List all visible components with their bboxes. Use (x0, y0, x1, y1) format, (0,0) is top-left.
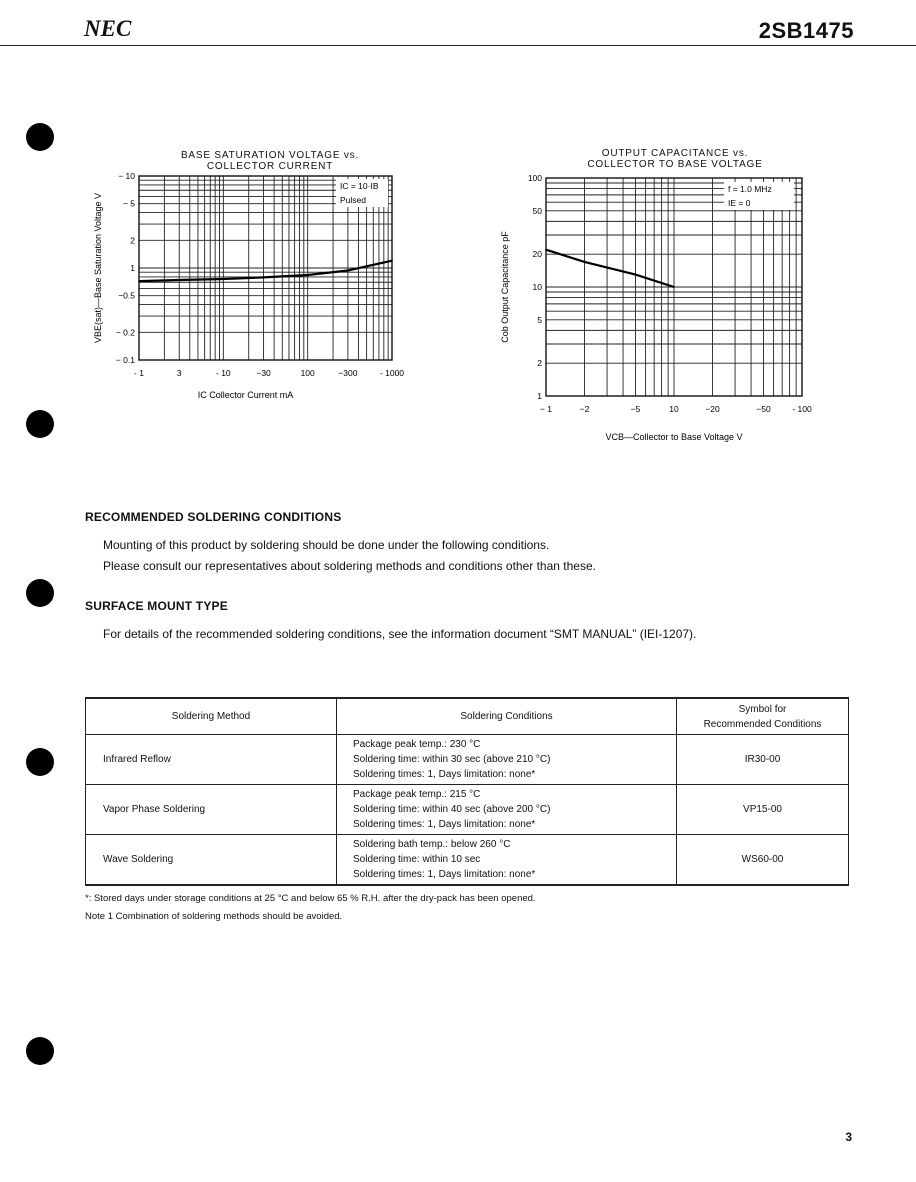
x-tick-label: −30 (256, 368, 271, 378)
x-tick-label: 3 (176, 368, 182, 378)
binder-hole (26, 579, 54, 607)
brand-logo: NEC (84, 16, 132, 41)
binder-hole (26, 748, 54, 776)
recommended-line2: Please consult our representatives about soldering methods and conditions other than these. (103, 559, 596, 573)
condition-line: Soldering times: 1, Days limitation: none* (353, 819, 536, 830)
annotation-text: Pulsed (340, 195, 366, 205)
y-tick-label: 50 (532, 205, 542, 216)
soldering-table (85, 697, 849, 886)
condition-line: Soldering time: within 40 sec (above 200 °C) (353, 804, 551, 815)
col-header-conditions: Soldering Conditions (337, 698, 677, 735)
condition-line: Soldering time: within 10 sec (353, 853, 481, 865)
y-tick-label: 100 (527, 173, 542, 183)
data-point (635, 274, 637, 276)
y-tick-label: − 5 (122, 198, 135, 209)
x-tick-label: −2 (579, 404, 590, 414)
footnote-star: *: Stored days under storage conditions at 25 °C and below 65 % R.H. after the dry-pack has been opened. (85, 893, 536, 904)
footnote-note1: Note 1 Combination of soldering methods should be avoided. (85, 911, 343, 922)
conditions-cell (337, 735, 677, 785)
data-point (263, 277, 265, 279)
y-tick-label: 10 (532, 282, 542, 292)
col-header-method: Soldering Method (86, 698, 337, 735)
annotation-text: IE = 0 (728, 198, 751, 208)
method-cell: Wave Soldering (86, 835, 337, 885)
symbol-cell: VP15-00 (677, 785, 849, 835)
y-tick-label: − 10 (118, 171, 135, 181)
annotation-text: IC = 10·IB (340, 181, 379, 191)
y-axis-label: Cob Output Capacitance pF (500, 231, 510, 343)
series-line (139, 261, 392, 281)
x-tick-label: 100 (300, 368, 315, 378)
chart1-title-line1: BASE SATURATION VOLTAGE vs. (180, 150, 360, 161)
col-header-symbol-line1: Symbol for (738, 703, 787, 715)
table-row (86, 835, 849, 885)
y-tick-label: − 0.1 (115, 355, 135, 365)
chart2-title-line1: OUTPUT CAPACITANCE vs. (601, 148, 749, 159)
x-tick-label: −5 (630, 404, 641, 414)
y-tick-label: 2 (537, 358, 542, 369)
condition-line: Soldering bath temp.: below 260 °C (353, 838, 511, 850)
recommended-line1: Mounting of this product by soldering should be done under the following conditions. (103, 538, 550, 552)
x-tick-label: − 1 (539, 404, 553, 414)
conditions-cell (337, 835, 677, 885)
y-tick-label: 1 (130, 263, 135, 273)
data-point (584, 261, 586, 263)
y-tick-label: 1 (537, 391, 542, 401)
chart2-plot (490, 168, 830, 453)
condition-line: Package peak temp.: 230 °C (353, 739, 481, 750)
y-tick-label: 20 (532, 249, 542, 260)
chart2-title (545, 148, 805, 170)
data-point (391, 260, 393, 262)
data-point (545, 249, 547, 251)
binder-hole (26, 123, 54, 151)
surface-line1: For details of the recommended soldering conditions, see the information document “SMT MANUAL” (IEI-1207). (103, 627, 697, 641)
x-tick-label: - 10 (216, 368, 231, 378)
x-axis-label: VCB—Collector to Base Voltage V (605, 432, 743, 442)
data-point (223, 278, 225, 280)
header-rule (0, 45, 916, 46)
col-header-symbol (677, 698, 849, 735)
y-tick-label: −0.5 (118, 290, 135, 301)
chart2-title-line2: COLLECTOR TO BASE VOLTAGE (587, 159, 763, 170)
data-point (673, 286, 675, 288)
condition-line: Package peak temp.: 215 °C (353, 789, 481, 800)
series-line (546, 250, 674, 287)
x-tick-label: −300 (338, 368, 358, 378)
condition-line: Soldering times: 1, Days limitation: none* (353, 769, 536, 780)
x-tick-label: - 100 (792, 404, 812, 414)
x-tick-label: - 1 (134, 368, 144, 378)
condition-line: Soldering time: within 30 sec (above 210 °C) (353, 754, 551, 765)
method-cell: Vapor Phase Soldering (86, 785, 337, 835)
y-tick-label: 5 (537, 314, 542, 325)
x-axis-label: IC Collector Current mA (197, 390, 294, 400)
surface-heading: SURFACE MOUNT TYPE (85, 599, 228, 613)
method-cell: Infrared Reflow (86, 735, 337, 785)
symbol-cell: WS60-00 (677, 835, 849, 885)
binder-hole (26, 1037, 54, 1065)
y-axis-label: VBE(sat)—Base Saturation Voltage V (93, 192, 103, 344)
annotation-text: f = 1.0 MHz (728, 184, 772, 194)
table-row (86, 785, 849, 835)
x-tick-label: −50 (756, 404, 771, 414)
data-point (307, 274, 309, 276)
recommended-heading: RECOMMENDED SOLDERING CONDITIONS (85, 510, 342, 524)
condition-line: Soldering times: 1, Days limitation: none* (353, 868, 536, 880)
x-tick-label: 10 (669, 404, 679, 414)
conditions-cell (337, 785, 677, 835)
x-tick-label: - 1000 (379, 368, 405, 378)
col-header-symbol-line2: Recommended Conditions (703, 718, 822, 730)
chart1-plot (85, 168, 425, 413)
binder-hole (26, 410, 54, 438)
y-tick-label: 2 (130, 235, 135, 246)
y-tick-label: − 0.2 (115, 327, 135, 338)
data-point (347, 270, 349, 272)
chart1-title-line2: COLLECTOR CURRENT (206, 161, 334, 172)
x-tick-label: −20 (705, 404, 720, 414)
data-point (138, 280, 140, 282)
table-row (86, 735, 849, 785)
page-number: 3 (845, 1130, 852, 1144)
data-point (178, 279, 180, 281)
part-number: 2SB1475 (758, 18, 854, 43)
symbol-cell: IR30-00 (677, 735, 849, 785)
